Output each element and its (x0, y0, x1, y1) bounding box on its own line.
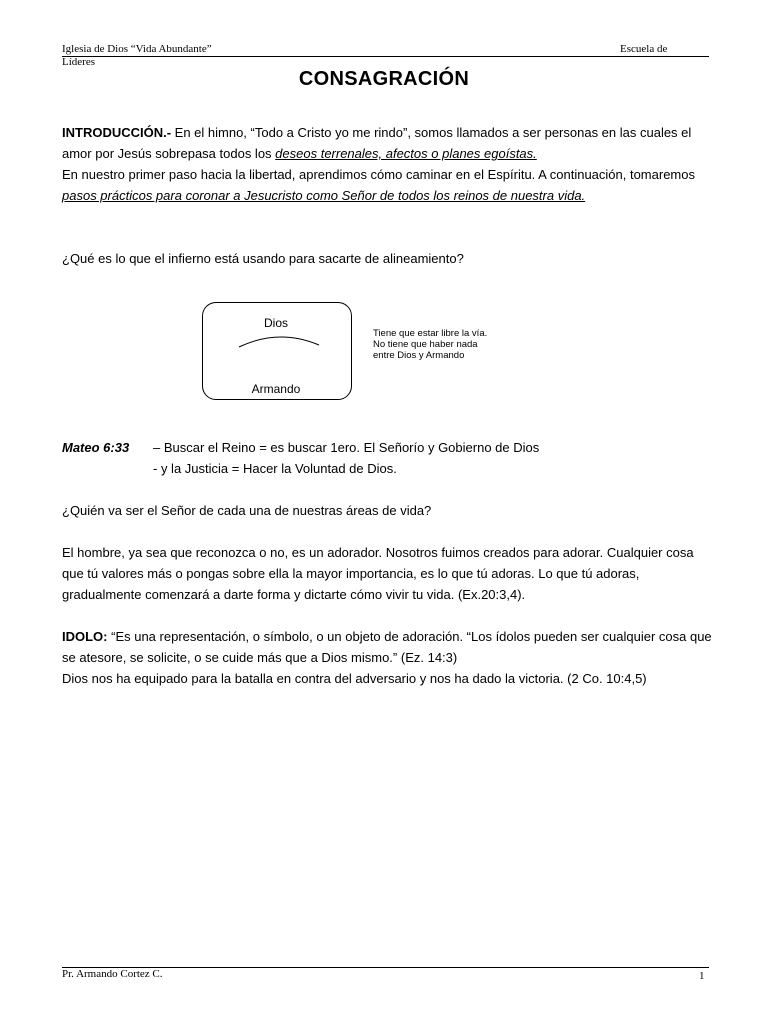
question-alignment: ¿Qué es lo que el infierno está usando para sacarte de alineamiento? (62, 251, 464, 266)
mateo-line-2: - y la Justicia = Hacer la Voluntad de Dios. (153, 461, 397, 476)
intro-text-2: En nuestro primer paso hacia la libertad, aprendimos cómo caminar en el Espíritu. A continuación, tomaremos (62, 167, 695, 182)
header-rule (62, 56, 709, 57)
diagram-label-dios: Dios (263, 316, 288, 330)
header-school-name-wrap: Líderes (62, 56, 95, 68)
question-lordship: ¿Quién va ser el Señor de cada una de nuestras áreas de vida? (62, 503, 432, 518)
intro-emphasis-1: deseos terrenales, afectos o planes egoístas. (275, 146, 537, 161)
idolo-line-2: Dios nos ha equipado para la batalla en contra del adversario y nos ha dado la victoria. (2 Co. 10:4,5) (62, 671, 647, 686)
header-church-name: Iglesia de Dios “Vida Abundante” (62, 43, 212, 55)
intro-paragraph (62, 122, 712, 206)
mateo-line-1: – Buscar el Reino = es buscar 1ero. El Señorío y Gobierno de Dios (153, 440, 540, 455)
idolo-paragraph (62, 626, 712, 689)
diagram-arc (236, 330, 322, 350)
idolo-text: “Es una representación, o símbolo, o un objeto de adoración. “Los ídolos pueden ser cualquier cosa que se atesore, se solicite, o se cuide más que a Dios mismo.” (Ez. 14:3) (62, 629, 712, 665)
intro-text-1: En el himno, “Todo a Cristo yo me rindo”, somos llamados a ser personas en las cuales el amor por Jesús sobrepasa todos los (62, 125, 692, 161)
header-school-name: Escuela de (620, 43, 668, 55)
mateo-reference: Mateo 6:33 (62, 440, 130, 455)
page-number: 1 (699, 970, 705, 982)
page-title: CONSAGRACIÓN (298, 68, 470, 90)
diagram-note: Tiene que estar libre la vía. No tiene que haber nada entre Dios y Armando (373, 328, 488, 361)
footer-author: Pr. Armando Cortez C. (62, 968, 163, 980)
intro-emphasis-2: pasos prácticos para coronar a Jesucristo como Señor de todos los reinos de nuestra vida. (62, 188, 586, 203)
idolo-label: IDOLO: (62, 629, 108, 644)
intro-label: INTRODUCCIÓN.- (62, 125, 172, 140)
diagram-label-armando: Armando (251, 382, 301, 396)
adorador-paragraph: El hombre, ya sea que reconozca o no, es un adorador. Nosotros fuimos creados para adorar. Cualquier cosa que tú valores más o pongas sobre ella la mayor importancia, es lo que tú adoras. Lo que tú adoras, gradualmente comenzará a darte forma y dictarte cómo vivir tu vida. (Ex.20:3,4). (62, 545, 694, 602)
